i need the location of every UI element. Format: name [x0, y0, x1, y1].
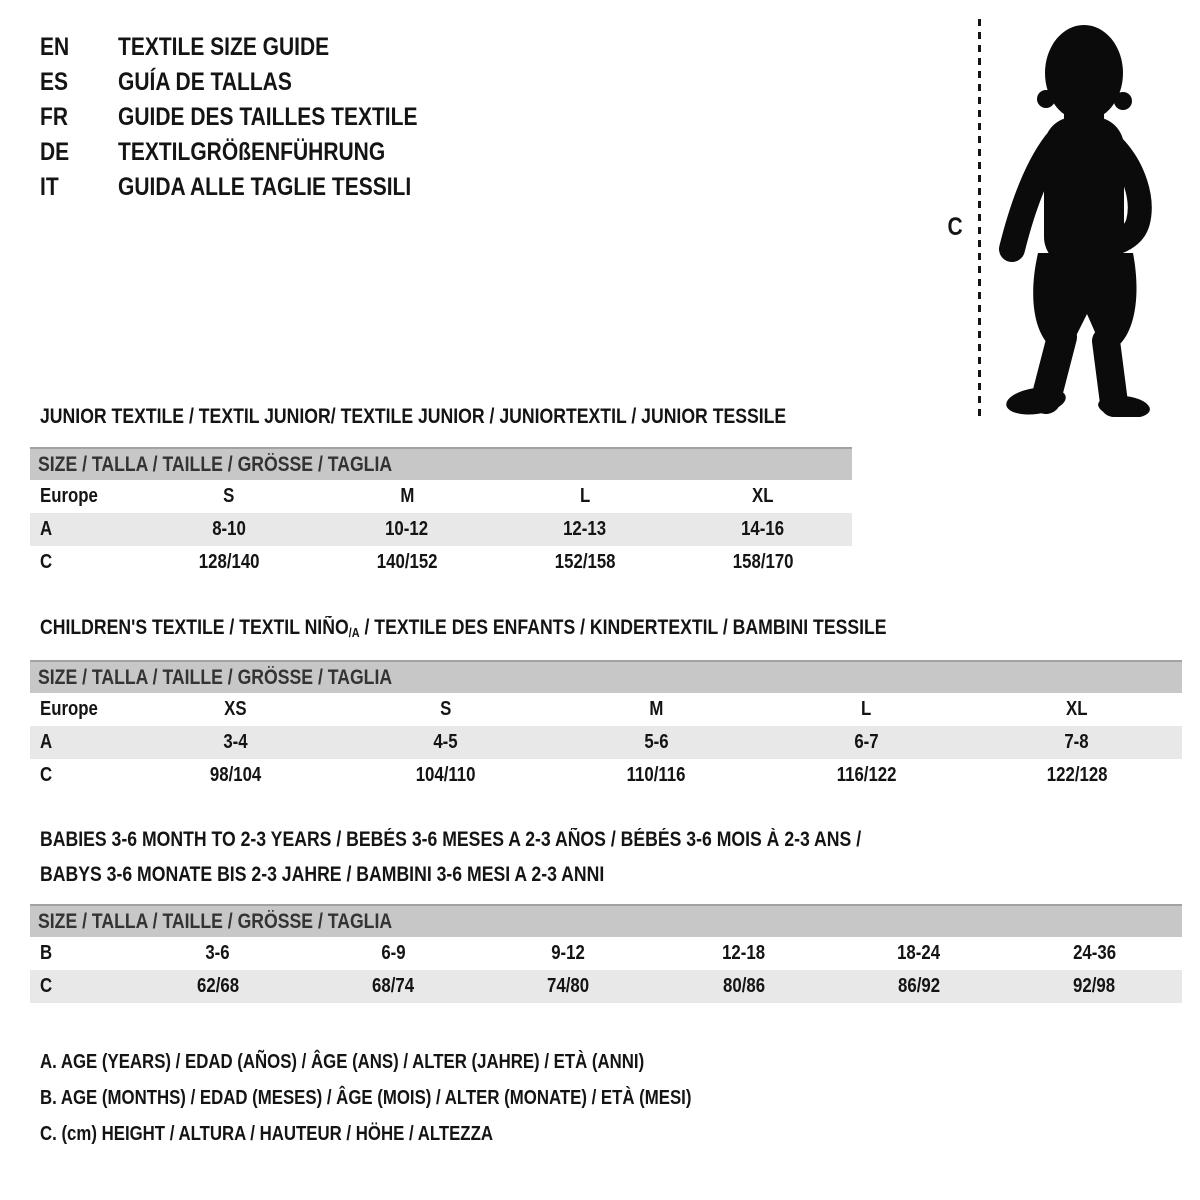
height-cell: 122/128 — [1046, 764, 1108, 786]
table-row-height — [30, 970, 1182, 1003]
toddler-silhouette-icon — [988, 17, 1170, 417]
measurement-legend — [30, 1044, 1182, 1152]
table-row-europe — [30, 480, 852, 513]
section-junior — [30, 405, 1182, 579]
row-label: C — [40, 975, 53, 997]
height-cell: 158/170 — [732, 551, 794, 573]
row-label: Europe — [40, 485, 98, 507]
junior-size-table — [30, 447, 852, 579]
height-measure-figure — [930, 15, 1192, 427]
age-cell: 8-10 — [212, 518, 246, 540]
section-babies — [30, 822, 1182, 1003]
legend-line-a: A. AGE (YEARS) / EDAD (AÑOS) / ÂGE (ANS) / ALTER (JAHRE) / ETÀ (ANNI) — [40, 1051, 645, 1073]
measure-c-label: C — [947, 213, 963, 241]
table-row-europe — [30, 693, 1182, 726]
table-row-height — [30, 546, 852, 579]
height-cell: 86/92 — [897, 975, 941, 997]
row-label: Europe — [40, 698, 98, 720]
height-cell: 74/80 — [547, 975, 590, 997]
language-title: TEXTILE SIZE GUIDE — [118, 33, 330, 61]
height-cell: 116/122 — [836, 764, 897, 786]
language-title: GUIDA ALLE TAGLIE TESSILI — [118, 173, 412, 201]
age-cell: 9-12 — [551, 942, 586, 964]
nino-a-subscript: /A — [348, 625, 360, 640]
height-cell: 140/152 — [376, 551, 438, 573]
language-code: IT — [40, 173, 59, 201]
language-code: EN — [40, 33, 70, 61]
language-title: TEXTILGRÖßENFÜHRUNG — [118, 138, 386, 166]
babies-title-line1: BABIES 3-6 MONTH TO 2-3 YEARS / BEBÉS 3-6 MESES A 2-3 AÑOS / BÉBÉS 3-6 MOIS À 2-3 ANS / — [40, 828, 862, 851]
section-title-children: CHILDREN'S TEXTILE / TEXTIL NIÑO/A / TEXTILE DES ENFANTS / KINDERTEXTIL / BAMBINI TESSILE — [40, 616, 887, 640]
height-cell: 92/98 — [1073, 975, 1116, 997]
section-children — [30, 616, 1182, 792]
size-cell: XL — [752, 485, 774, 507]
size-table-header: SIZE / TALLA / TAILLE / GRÖSSE / TAGLIA — [30, 447, 852, 480]
header-area — [30, 0, 1182, 405]
size-cell: M — [648, 698, 663, 720]
legend-line-c: C. (cm) HEIGHT / ALTURA / HAUTEUR / HÖHE / ALTEZZA — [40, 1123, 493, 1145]
height-dashed-line — [978, 19, 981, 417]
height-cell: 68/74 — [371, 975, 415, 997]
language-title: GUIDE DES TAILLES TEXTILE — [118, 103, 418, 131]
age-cell: 10-12 — [385, 518, 429, 540]
height-cell: 80/86 — [722, 975, 765, 997]
age-cell: 6-9 — [380, 942, 406, 964]
row-label: B — [40, 942, 53, 964]
babies-size-table — [30, 904, 1182, 1003]
size-cell: L — [579, 485, 591, 507]
age-cell: 24-36 — [1072, 942, 1116, 964]
age-cell: 4-5 — [433, 731, 458, 753]
section-title-junior: JUNIOR TEXTILE / TEXTIL JUNIOR/ TEXTILE JUNIOR / JUNIORTEXTIL / JUNIOR TESSILE — [40, 405, 787, 428]
section-title-babies — [30, 822, 1182, 892]
row-label: C — [40, 551, 53, 573]
size-cell: XS — [223, 698, 247, 720]
language-title: GUÍA DE TALLAS — [118, 68, 292, 96]
size-cell: S — [439, 698, 452, 720]
row-label: C — [40, 764, 53, 786]
row-label: A — [40, 731, 53, 753]
table-row-height — [30, 759, 1182, 792]
age-cell: 3-6 — [205, 942, 230, 964]
size-cell: M — [399, 485, 414, 507]
size-cell: XL — [1066, 698, 1088, 720]
size-cell: S — [223, 485, 235, 507]
age-cell: 18-24 — [897, 942, 941, 964]
language-code: DE — [40, 138, 70, 166]
age-cell: 6-7 — [854, 731, 879, 753]
height-cell: 62/68 — [196, 975, 239, 997]
age-cell: 7-8 — [1064, 731, 1089, 753]
height-cell: 128/140 — [198, 551, 260, 573]
age-cell: 5-6 — [643, 731, 669, 753]
height-cell: 98/104 — [209, 764, 261, 786]
age-cell: 3-4 — [223, 731, 248, 753]
babies-title-line2: BABYS 3-6 MONATE BIS 2-3 JAHRE / BAMBINI 3-6 MESI A 2-3 ANNI — [40, 863, 605, 886]
legend-line-b: B. AGE (MONTHS) / EDAD (MESES) / ÂGE (MOIS) / ALTER (MONATE) / ETÀ (MESI) — [40, 1087, 692, 1109]
table-row-age — [30, 513, 852, 546]
height-cell: 152/158 — [554, 551, 616, 573]
row-label: A — [40, 518, 53, 540]
size-cell: L — [861, 698, 872, 720]
children-size-table — [30, 660, 1182, 792]
table-row-age — [30, 726, 1182, 759]
language-code: ES — [40, 68, 69, 96]
size-table-header: SIZE / TALLA / TAILLE / GRÖSSE / TAGLIA — [30, 904, 1182, 937]
age-cell: 12-18 — [722, 942, 766, 964]
table-row-age-months — [30, 937, 1182, 970]
language-code: FR — [40, 103, 68, 131]
height-cell: 104/110 — [415, 764, 476, 786]
age-cell: 14-16 — [741, 518, 785, 540]
height-cell: 110/116 — [626, 764, 686, 786]
age-cell: 12-13 — [563, 518, 607, 540]
size-table-header: SIZE / TALLA / TAILLE / GRÖSSE / TAGLIA — [30, 660, 1182, 693]
